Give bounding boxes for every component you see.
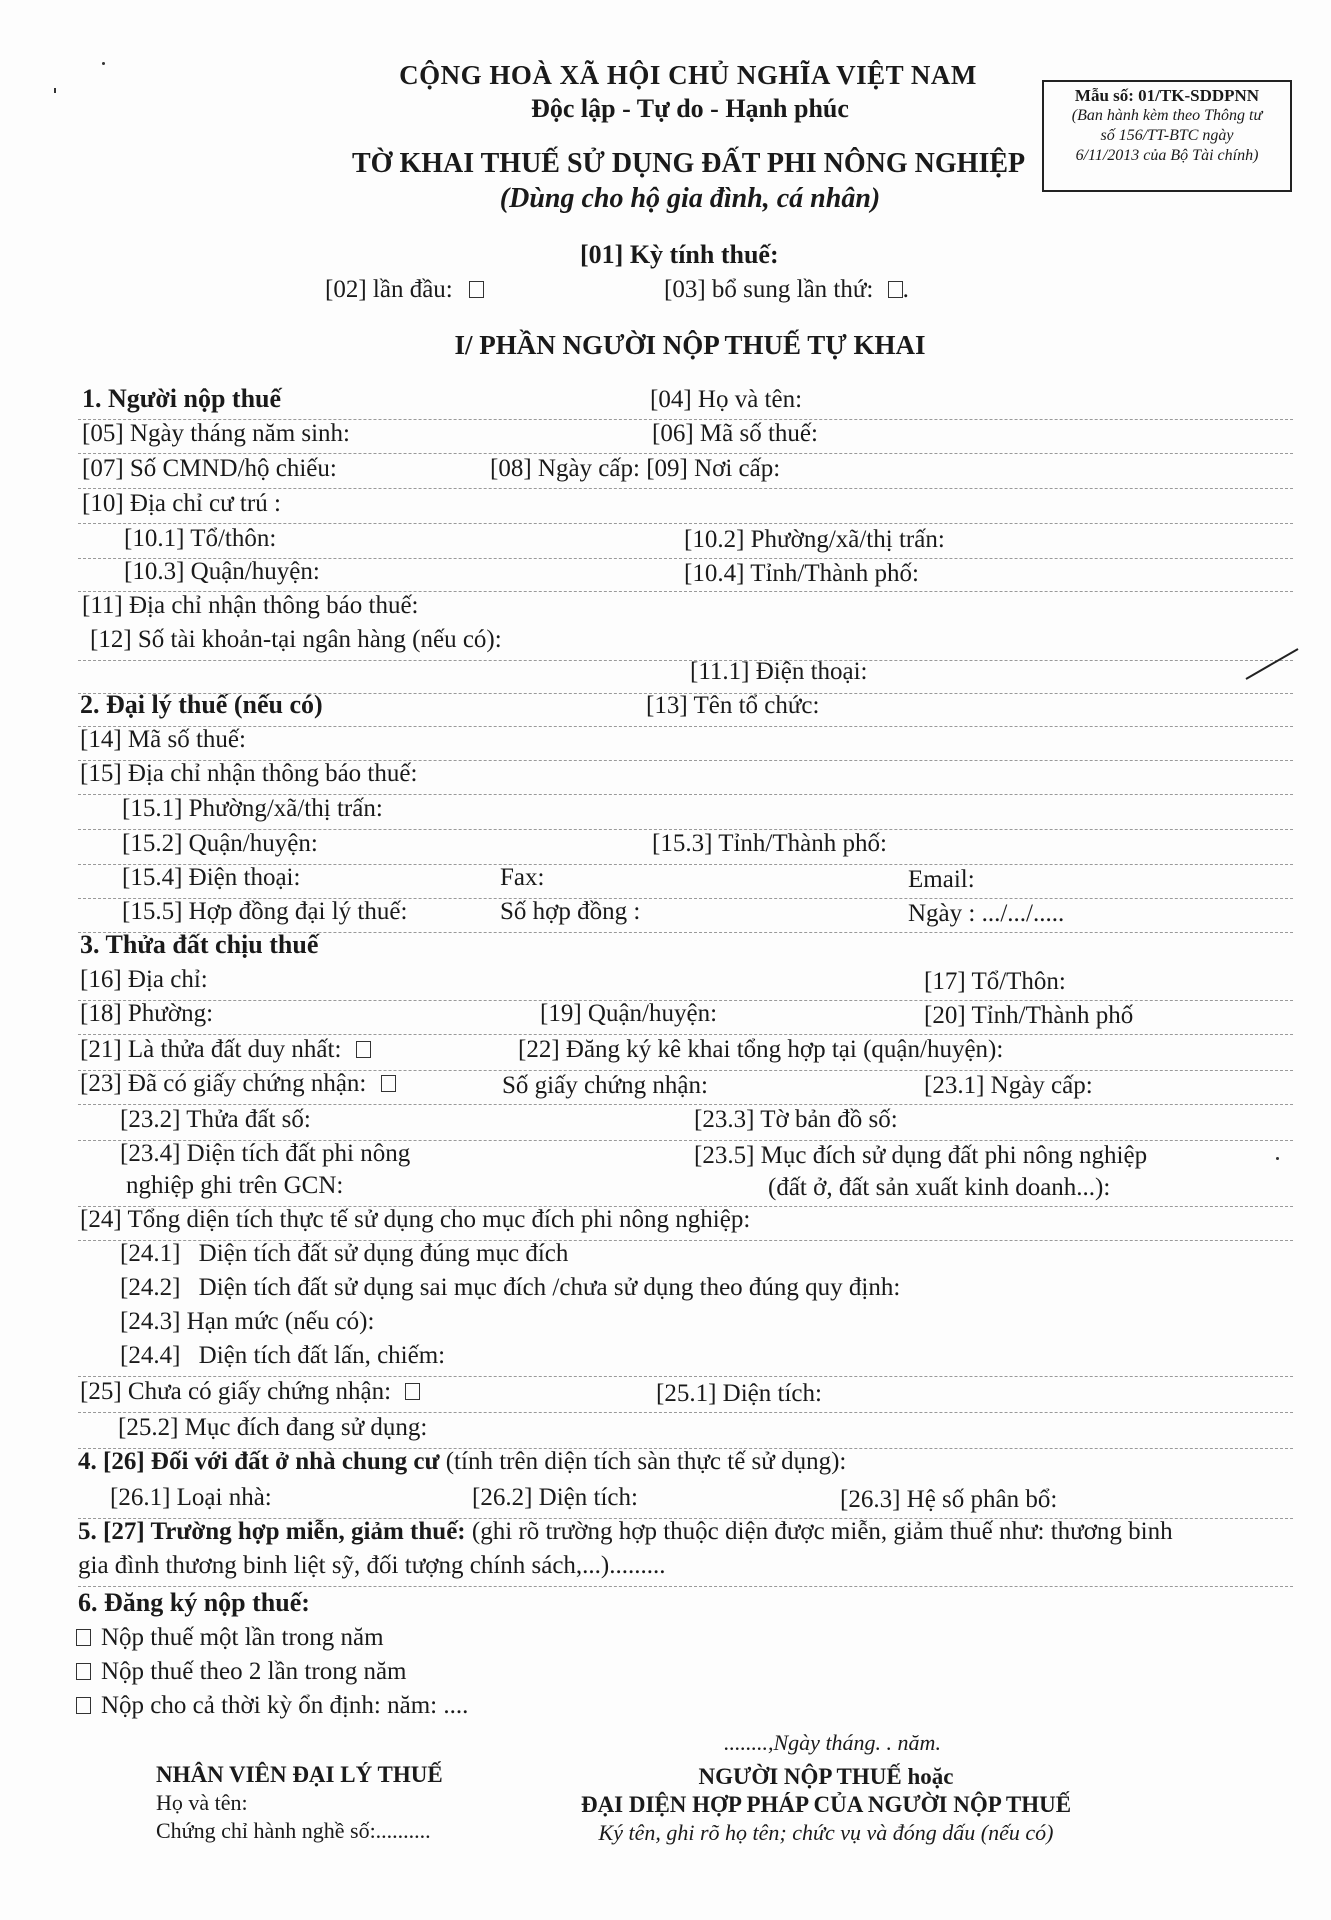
- pen-stroke-mark: [1244, 646, 1300, 682]
- dotted-rule: [78, 1412, 1293, 1413]
- field-24-1-correct-use[interactable]: [120, 1240, 568, 1268]
- taxpayer-signature-title-1: NGƯỜI NỘP THUẾ hoặc: [698, 1764, 954, 1789]
- field-05-birth-date[interactable]: [05] Ngày tháng năm sinh:: [82, 420, 351, 447]
- part-1-title: I/ PHẦN NGƯỜI NỘP THUẾ TỰ KHAI: [454, 330, 926, 360]
- field-02-first-time: [325, 276, 484, 304]
- form-code-note-2: số 156/TT-BTC ngày: [1100, 127, 1234, 144]
- field-19-district[interactable]: [19] Quận/huyện:: [540, 1000, 718, 1027]
- field-10-2-ward[interactable]: [10.2] Phường/xã/thị trấn:: [684, 526, 945, 553]
- field-22-register-district[interactable]: [22] Đăng ký kê khai tổng hợp tại (quận/huyện):: [518, 1036, 1004, 1063]
- field-25-1-area[interactable]: [25.1] Diện tích:: [656, 1380, 822, 1407]
- dotted-rule: [78, 1104, 1293, 1105]
- payment-option-twice[interactable]: [76, 1658, 407, 1686]
- field-23-has-certificate: [80, 1070, 396, 1098]
- field-11-1-phone[interactable]: [11.1] Điện thoại:: [690, 658, 868, 685]
- payment-option-once[interactable]: [76, 1624, 384, 1652]
- field-24-1-label: Diện tích đất sử dụng đúng mục đích: [198, 1240, 569, 1267]
- field-10-3-district[interactable]: [10.3] Quận/huyện:: [124, 558, 320, 585]
- field-14-agent-tax-code[interactable]: [14] Mã số thuế:: [80, 726, 246, 753]
- field-23-1-issue-date[interactable]: [23.1] Ngày cấp:: [924, 1072, 1093, 1099]
- field-10-4-province[interactable]: [10.4] Tỉnh/Thành phố:: [684, 560, 919, 587]
- section-5-heading-note: (ghi rõ trường hợp thuộc diện được miễn, giảm thuế như: thương binh: [465, 1518, 1173, 1545]
- field-25-2-current-purpose[interactable]: [25.2] Mục đích đang sử dụng:: [118, 1414, 428, 1441]
- payment-twice-checkbox[interactable]: [76, 1663, 91, 1680]
- taxpayer-signature-title-2: ĐẠI DIỆN HỢP PHÁP CỦA NGƯỜI NỘP THUẾ: [580, 1792, 1072, 1817]
- section-6-heading: 6. Đăng ký nộp thuế:: [78, 1588, 310, 1617]
- no-certificate-checkbox[interactable]: [405, 1383, 420, 1400]
- section-3-heading: 3. Thửa đất chịu thuế: [80, 930, 319, 959]
- taxpayer-signature-note: Ký tên, ghi rõ họ tên; chức vụ và đóng dấu (nếu có): [598, 1820, 1054, 1845]
- field-26-1-house-type[interactable]: [26.1] Loại nhà:: [110, 1484, 272, 1511]
- only-plot-checkbox[interactable]: [356, 1041, 371, 1058]
- field-15-2-district[interactable]: [15.2] Quận/huyện:: [122, 830, 318, 857]
- field-15-agent-address[interactable]: [15] Địa chỉ nhận thông báo thuế:: [80, 760, 418, 787]
- supplement-checkbox[interactable]: [888, 281, 903, 298]
- field-18-ward[interactable]: [18] Phường:: [80, 1000, 214, 1027]
- field-15-4-phone[interactable]: [15.4] Điện thoại:: [122, 864, 301, 891]
- agent-staff-name[interactable]: Họ và tên:: [156, 1790, 248, 1815]
- contract-number[interactable]: Số hợp đồng :: [500, 898, 641, 925]
- field-21-only-plot: [80, 1036, 371, 1064]
- field-15-3-province[interactable]: [15.3] Tỉnh/Thành phố:: [652, 830, 887, 857]
- section-2-heading: 2. Đại lý thuế (nếu có): [80, 690, 323, 719]
- form-title: TỜ KHAI THUẾ SỬ DỤNG ĐẤT PHI NÔNG NGHIỆP: [352, 148, 1026, 179]
- form-code-note-3: 6/11/2013 của Bộ Tài chính): [1075, 147, 1259, 164]
- field-25-no-certificate: [80, 1378, 420, 1406]
- form-code: Mẫu số: 01/TK-SDDPNN: [1074, 86, 1260, 105]
- sign-date-line[interactable]: ........,Ngày tháng. . năm.: [724, 1730, 941, 1755]
- field-04-full-name[interactable]: [04] Họ và tên:: [650, 386, 803, 413]
- field-24-1-code: [24.1]: [120, 1240, 181, 1267]
- field-08-09-issue-date-place[interactable]: [08] Ngày cấp: [09] Nơi cấp:: [490, 455, 781, 482]
- country-name: CỘNG HOÀ XÃ HỘI CHỦ NGHĨA VIỆT NAM: [399, 60, 977, 90]
- field-10-1-hamlet[interactable]: [10.1] Tổ/thôn:: [124, 525, 277, 552]
- field-13-agent-name[interactable]: [13] Tên tổ chức:: [646, 692, 820, 719]
- payment-stable-label: Nộp cho cả thời kỳ ổn định: năm: ....: [101, 1692, 469, 1719]
- field-26-3-allocation-coefficient[interactable]: [26.3] Hệ số phân bổ:: [840, 1486, 1058, 1513]
- dotted-rule: [78, 453, 1293, 454]
- field-12-bank-account[interactable]: [12] Số tài khoản-tại ngân hàng (nếu có):: [90, 626, 502, 653]
- scan-speck: [54, 88, 56, 93]
- section-5-heading: [78, 1518, 1173, 1546]
- payment-option-stable-period[interactable]: [76, 1692, 468, 1720]
- section-4-heading-bold: 4. [26] Đối với đất ở nhà chung cư: [78, 1448, 440, 1475]
- section-5-line-2[interactable]: gia đình thương binh liệt sỹ, đối tượng chính sách,...).........: [78, 1552, 666, 1579]
- contract-date[interactable]: Ngày : .../.../.....: [908, 900, 1065, 927]
- field-15-5-contract: [15.5] Hợp đồng đại lý thuế:: [122, 898, 408, 925]
- payment-once-label: Nộp thuế một lần trong năm: [101, 1624, 384, 1651]
- has-certificate-checkbox[interactable]: [381, 1075, 396, 1092]
- field-15-1-ward[interactable]: [15.1] Phường/xã/thị trấn:: [122, 795, 383, 822]
- field-26-2-area[interactable]: [26.2] Diện tích:: [472, 1484, 638, 1511]
- field-25-label: [25] Chưa có giấy chứng nhận:: [80, 1378, 392, 1405]
- payment-twice-label: Nộp thuế theo 2 lần trong năm: [101, 1658, 407, 1685]
- field-24-2-code: [24.2]: [120, 1274, 181, 1301]
- field-21-label: [21] Là thửa đất duy nhất:: [80, 1036, 342, 1063]
- field-20-province[interactable]: [20] Tỉnh/Thành phố: [924, 1002, 1134, 1029]
- certificate-number[interactable]: Số giấy chứng nhận:: [502, 1072, 708, 1099]
- field-17-hamlet[interactable]: [17] Tổ/Thôn:: [924, 968, 1066, 995]
- form-code-box: [1042, 80, 1292, 192]
- field-23-label: [23] Đã có giấy chứng nhận:: [80, 1070, 367, 1097]
- field-03-label: [03] bổ sung lần thứ:: [664, 276, 874, 303]
- field-23-5-purpose-line-1: [23.5] Mục đích sử dụng đất phi nông nghiệp: [694, 1142, 1148, 1169]
- field-24-2-wrong-use[interactable]: [120, 1274, 900, 1302]
- field-24-4-label: Diện tích đất lấn, chiếm:: [198, 1342, 446, 1369]
- field-06-tax-code[interactable]: [06] Mã số thuế:: [652, 420, 818, 447]
- scan-speck: [102, 62, 105, 65]
- dotted-rule: [78, 523, 1293, 524]
- first-time-checkbox[interactable]: [469, 281, 484, 298]
- payment-once-checkbox[interactable]: [76, 1629, 91, 1646]
- section-4-heading-note: (tính trên diện tích sàn thực tế sử dụng):: [439, 1448, 847, 1475]
- agent-fax[interactable]: Fax:: [500, 864, 545, 891]
- dotted-rule: [78, 488, 1293, 489]
- dotted-rule: [78, 1376, 1293, 1377]
- form-subtitle: (Dùng cho hộ gia đình, cá nhân): [499, 183, 881, 214]
- field-23-4-area-line-2[interactable]: nghiệp ghi trên GCN:: [126, 1172, 344, 1199]
- section-1-heading: 1. Người nộp thuế: [82, 384, 282, 413]
- field-23-5-purpose-line-2[interactable]: (đất ở, đất sản xuất kinh doanh...):: [768, 1174, 1111, 1201]
- field-01-tax-period: [01] Kỳ tính thuế:: [580, 240, 779, 269]
- scan-speck: [1276, 1157, 1279, 1160]
- section-4-heading: [78, 1448, 846, 1476]
- form-code-note-1: (Ban hành kèm theo Thông tư: [1071, 107, 1263, 124]
- payment-stable-checkbox[interactable]: [76, 1697, 91, 1714]
- field-10-residence: [10] Địa chỉ cư trú :: [82, 490, 281, 517]
- dotted-rule: [78, 1586, 1293, 1587]
- field-23-2-plot-number[interactable]: [23.2] Thửa đất số:: [120, 1106, 311, 1133]
- field-16-land-address[interactable]: [16] Địa chỉ:: [80, 966, 208, 993]
- agent-staff-certificate[interactable]: Chứng chỉ hành nghề số:..........: [156, 1818, 431, 1843]
- field-07-id-number[interactable]: [07] Số CMND/hộ chiếu:: [82, 455, 337, 482]
- dotted-rule: [78, 726, 1293, 727]
- motto: Độc lập - Tự do - Hạnh phúc: [531, 94, 849, 123]
- agent-staff-title: NHÂN VIÊN ĐẠI LÝ THUẾ: [156, 1762, 443, 1787]
- field-02-label: [02] lần đầu:: [325, 276, 453, 303]
- field-24-2-label: Diện tích đất sử dụng sai mục đích /chưa sử dụng theo đúng quy định:: [198, 1274, 901, 1301]
- field-24-4-encroached[interactable]: [120, 1342, 445, 1370]
- field-24-3-quota[interactable]: [24.3] Hạn mức (nếu có):: [120, 1308, 375, 1335]
- field-23-4-area-line-1: [23.4] Diện tích đất phi nông: [120, 1140, 411, 1167]
- field-11-notice-address[interactable]: [11] Địa chỉ nhận thông báo thuế:: [82, 592, 419, 619]
- section-5-heading-bold: 5. [27] Trường hợp miễn, giảm thuế:: [78, 1518, 466, 1545]
- field-24-total-area[interactable]: [24] Tổng diện tích thực tế sử dụng cho mục đích phi nông nghiệp:: [80, 1206, 751, 1233]
- dotted-rule: [78, 1034, 1293, 1035]
- field-23-3-map-sheet[interactable]: [23.3] Tờ bản đồ số:: [694, 1106, 898, 1133]
- field-24-4-code: [24.4]: [120, 1342, 181, 1369]
- agent-email[interactable]: Email:: [908, 866, 975, 893]
- dotted-rule: [78, 660, 1293, 661]
- field-03-supplement: [03] bổ sung lần thứ: .: [664, 276, 909, 303]
